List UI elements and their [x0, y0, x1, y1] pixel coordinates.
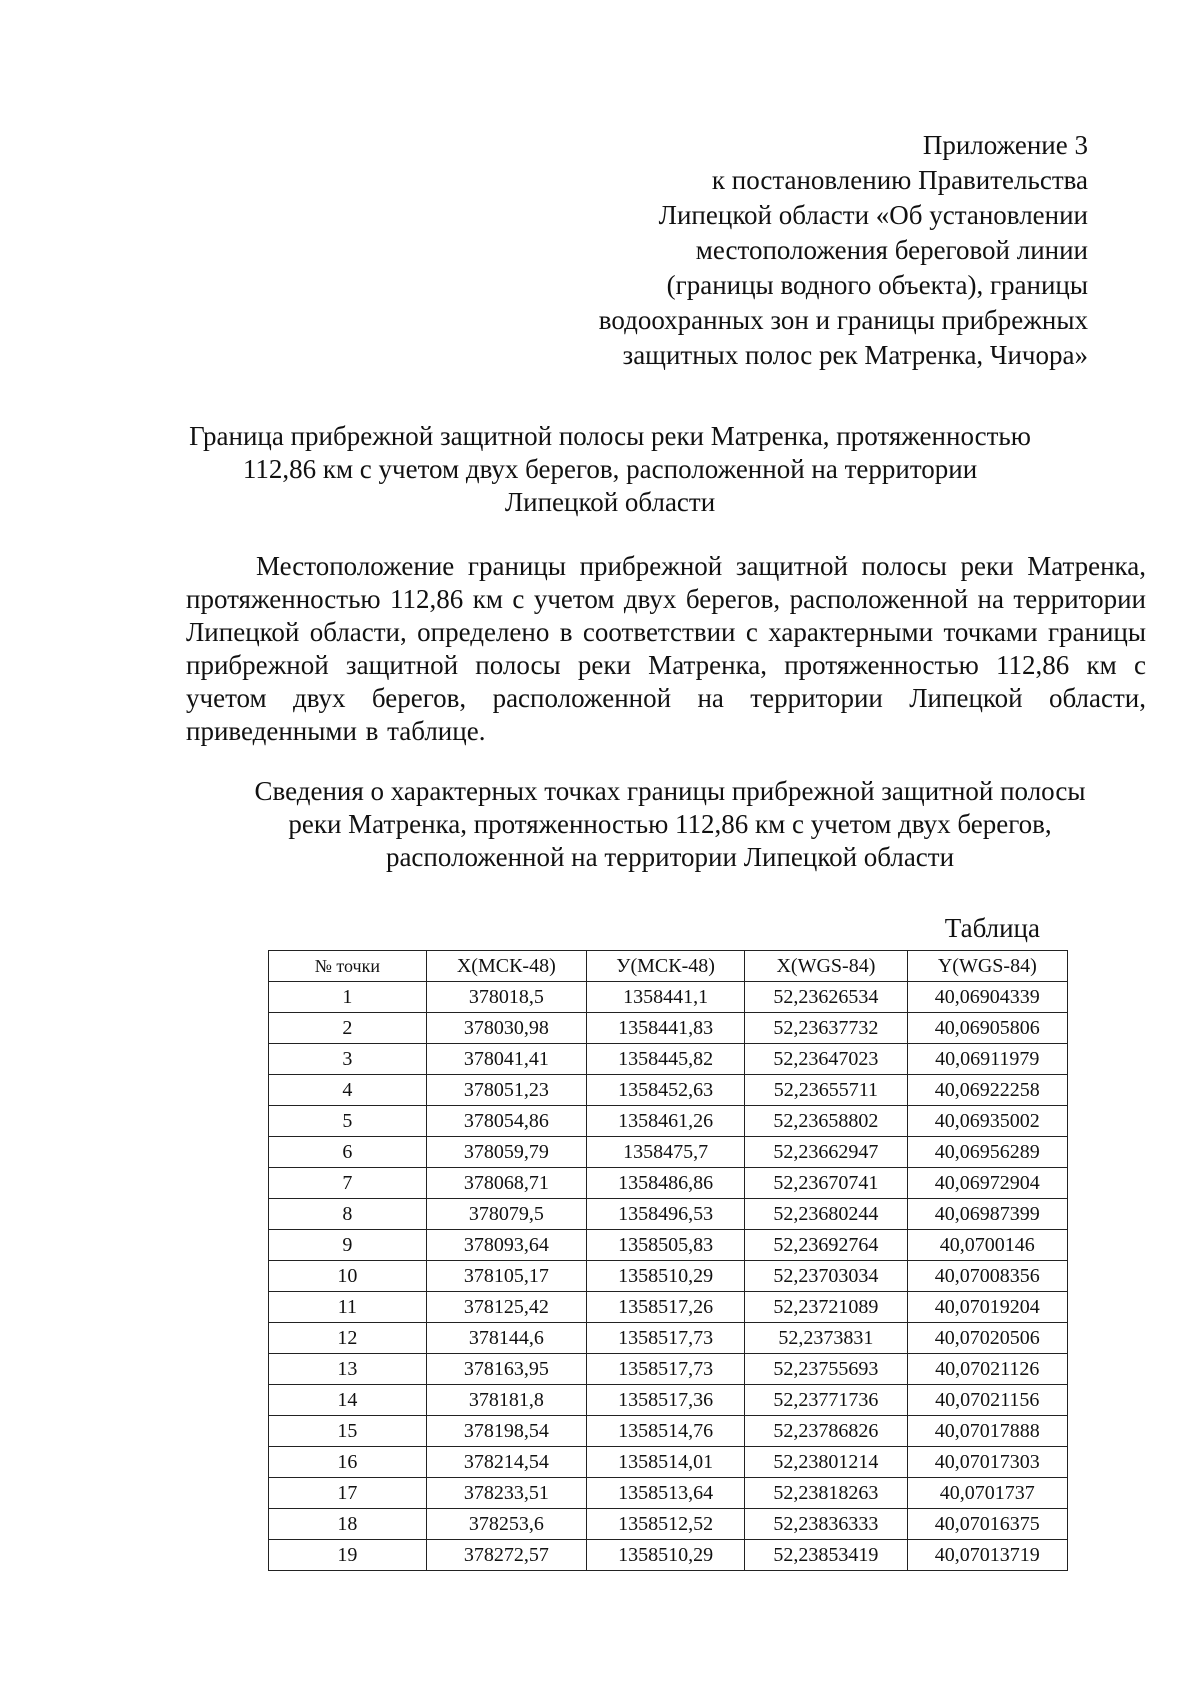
cell-y-msk48: 1358514,76	[586, 1416, 744, 1447]
cell-x-msk48: 378079,5	[426, 1199, 586, 1230]
table-row	[269, 1044, 1068, 1075]
cell-y-wgs84: 40,06987399	[907, 1199, 1067, 1230]
cell-x-wgs84: 52,23721089	[745, 1292, 907, 1323]
cell-point-number: 7	[269, 1168, 427, 1199]
cell-y-wgs84: 40,07020506	[907, 1323, 1067, 1354]
cell-y-wgs84: 40,07021126	[907, 1354, 1067, 1385]
heading-line: 112,86 км с учетом двух берегов, расположенной на территории	[242, 454, 978, 484]
appendix-line: водоохранных зон и границы прибрежных	[598, 305, 1088, 335]
cell-x-wgs84: 52,23662947	[745, 1137, 907, 1168]
cell-point-number: 6	[269, 1137, 427, 1168]
cell-x-msk48: 378253,6	[426, 1509, 586, 1540]
table-row	[269, 1292, 1068, 1323]
cell-point-number: 19	[269, 1540, 427, 1571]
appendix-line: Приложение 3	[922, 130, 1088, 160]
cell-x-msk48: 378059,79	[426, 1137, 586, 1168]
table-header-row	[269, 951, 1068, 982]
cell-x-wgs84: 52,23836333	[745, 1509, 907, 1540]
cell-y-wgs84: 40,06922258	[907, 1075, 1067, 1106]
cell-x-msk48: 378068,71	[426, 1168, 586, 1199]
table-title-line: Сведения о характерных точках границы прибрежной защитной полосы	[254, 776, 1086, 806]
table-title-line: расположенной на территории Липецкой области	[385, 842, 955, 872]
header-y-msk48: У(МСК-48)	[586, 951, 744, 982]
header-x-msk48: X(МСК-48)	[426, 951, 586, 982]
table-row	[269, 1075, 1068, 1106]
table-row	[269, 982, 1068, 1013]
table-row	[269, 1540, 1068, 1571]
cell-x-msk48: 378018,5	[426, 982, 586, 1013]
body-paragraph: Местоположение границы прибрежной защитной полосы реки Матренка, протяженностью 112,86 км с учетом двух берегов, расположенной на территории Липецкой области, определено в соответствии с характерными точками границы прибрежной защитной полосы реки Матренка, протяженностью 112,86 км с учетом двух берегов, расположенной на территории Липецкой области, приведенными в таблице.	[186, 551, 1146, 746]
table-row	[269, 1261, 1068, 1292]
cell-y-wgs84: 40,07013719	[907, 1540, 1067, 1571]
table-body	[269, 982, 1068, 1571]
cell-x-wgs84: 52,23853419	[745, 1540, 907, 1571]
cell-y-wgs84: 40,06911979	[907, 1044, 1067, 1075]
heading-line: Граница прибрежной защитной полосы реки Матренка, протяженностью	[189, 421, 1031, 451]
cell-y-msk48: 1358505,83	[586, 1230, 744, 1261]
cell-y-msk48: 1358517,73	[586, 1354, 744, 1385]
cell-point-number: 8	[269, 1199, 427, 1230]
cell-x-msk48: 378093,64	[426, 1230, 586, 1261]
cell-point-number: 12	[269, 1323, 427, 1354]
document-heading	[160, 420, 1060, 519]
appendix-block	[448, 128, 1088, 373]
table-title	[220, 775, 1120, 874]
cell-y-wgs84: 40,07016375	[907, 1509, 1067, 1540]
cell-x-msk48: 378272,57	[426, 1540, 586, 1571]
cell-x-msk48: 378041,41	[426, 1044, 586, 1075]
table-row	[269, 1137, 1068, 1168]
cell-y-msk48: 1358510,29	[586, 1261, 744, 1292]
table-row	[269, 1416, 1068, 1447]
cell-y-msk48: 1358514,01	[586, 1447, 744, 1478]
cell-x-msk48: 378181,8	[426, 1385, 586, 1416]
cell-point-number: 13	[269, 1354, 427, 1385]
cell-y-wgs84: 40,07017303	[907, 1447, 1067, 1478]
table-row	[269, 1354, 1068, 1385]
cell-x-wgs84: 52,23647023	[745, 1044, 907, 1075]
header-x-wgs84: X(WGS-84)	[745, 951, 907, 982]
appendix-line: Липецкой области «Об установлении	[658, 200, 1088, 230]
cell-x-wgs84: 52,23670741	[745, 1168, 907, 1199]
cell-point-number: 16	[269, 1447, 427, 1478]
cell-point-number: 1	[269, 982, 427, 1013]
cell-y-msk48: 1358517,73	[586, 1323, 744, 1354]
cell-x-msk48: 378144,6	[426, 1323, 586, 1354]
cell-x-wgs84: 52,2373831	[745, 1323, 907, 1354]
cell-x-wgs84: 52,23818263	[745, 1478, 907, 1509]
cell-y-wgs84: 40,06972904	[907, 1168, 1067, 1199]
cell-point-number: 5	[269, 1106, 427, 1137]
cell-y-msk48: 1358513,64	[586, 1478, 744, 1509]
cell-y-wgs84: 40,07008356	[907, 1261, 1067, 1292]
cell-point-number: 11	[269, 1292, 427, 1323]
cell-y-wgs84: 40,07017888	[907, 1416, 1067, 1447]
cell-y-wgs84: 40,0701737	[907, 1478, 1067, 1509]
cell-y-wgs84: 40,06904339	[907, 982, 1067, 1013]
table-row	[269, 1447, 1068, 1478]
cell-x-wgs84: 52,23655711	[745, 1075, 907, 1106]
cell-x-wgs84: 52,23786826	[745, 1416, 907, 1447]
header-point-number: № точки	[269, 951, 427, 982]
cell-y-wgs84: 40,06905806	[907, 1013, 1067, 1044]
cell-y-wgs84: 40,06935002	[907, 1106, 1067, 1137]
table-row	[269, 1168, 1068, 1199]
table-row	[269, 1230, 1068, 1261]
coordinates-table	[268, 950, 1068, 1571]
cell-x-msk48: 378030,98	[426, 1013, 586, 1044]
cell-point-number: 4	[269, 1075, 427, 1106]
table-row	[269, 1478, 1068, 1509]
cell-x-msk48: 378163,95	[426, 1354, 586, 1385]
table-row	[269, 1323, 1068, 1354]
cell-x-wgs84: 52,23692764	[745, 1230, 907, 1261]
cell-point-number: 3	[269, 1044, 427, 1075]
appendix-line: (границы водного объекта), границы	[666, 270, 1088, 300]
cell-point-number: 14	[269, 1385, 427, 1416]
cell-x-wgs84: 52,23680244	[745, 1199, 907, 1230]
cell-x-msk48: 378214,54	[426, 1447, 586, 1478]
cell-y-msk48: 1358517,36	[586, 1385, 744, 1416]
cell-point-number: 10	[269, 1261, 427, 1292]
cell-y-msk48: 1358452,63	[586, 1075, 744, 1106]
cell-x-wgs84: 52,23771736	[745, 1385, 907, 1416]
cell-x-msk48: 378105,17	[426, 1261, 586, 1292]
table-row	[269, 1199, 1068, 1230]
appendix-line: защитных полос рек Матренка, Чичора»	[622, 340, 1088, 370]
cell-x-msk48: 378233,51	[426, 1478, 586, 1509]
cell-y-msk48: 1358496,53	[586, 1199, 744, 1230]
cell-x-wgs84: 52,23801214	[745, 1447, 907, 1478]
table-label: Таблица	[944, 913, 1040, 943]
cell-y-msk48: 1358445,82	[586, 1044, 744, 1075]
cell-y-msk48: 1358486,86	[586, 1168, 744, 1199]
heading-line: Липецкой области	[504, 487, 716, 517]
cell-y-msk48: 1358461,26	[586, 1106, 744, 1137]
cell-y-wgs84: 40,06956289	[907, 1137, 1067, 1168]
cell-point-number: 2	[269, 1013, 427, 1044]
cell-y-msk48: 1358512,52	[586, 1509, 744, 1540]
cell-point-number: 17	[269, 1478, 427, 1509]
cell-x-wgs84: 52,23637732	[745, 1013, 907, 1044]
cell-x-msk48: 378054,86	[426, 1106, 586, 1137]
cell-point-number: 9	[269, 1230, 427, 1261]
cell-point-number: 15	[269, 1416, 427, 1447]
cell-y-msk48: 1358510,29	[586, 1540, 744, 1571]
cell-x-wgs84: 52,23626534	[745, 982, 907, 1013]
cell-y-wgs84: 40,07019204	[907, 1292, 1067, 1323]
cell-x-wgs84: 52,23755693	[745, 1354, 907, 1385]
table-title-line: реки Матренка, протяженностью 112,86 км с учетом двух берегов,	[288, 809, 1052, 839]
table-row	[269, 1106, 1068, 1137]
cell-y-msk48: 1358441,1	[586, 982, 744, 1013]
appendix-line: местоположения береговой линии	[695, 235, 1088, 265]
cell-y-wgs84: 40,07021156	[907, 1385, 1067, 1416]
table-row	[269, 1013, 1068, 1044]
cell-x-msk48: 378125,42	[426, 1292, 586, 1323]
cell-x-wgs84: 52,23703034	[745, 1261, 907, 1292]
cell-x-wgs84: 52,23658802	[745, 1106, 907, 1137]
cell-y-msk48: 1358517,26	[586, 1292, 744, 1323]
cell-point-number: 18	[269, 1509, 427, 1540]
table-row	[269, 1509, 1068, 1540]
table-row	[269, 1385, 1068, 1416]
cell-x-msk48: 378051,23	[426, 1075, 586, 1106]
appendix-line: к постановлению Правительства	[711, 165, 1088, 195]
cell-y-msk48: 1358475,7	[586, 1137, 744, 1168]
cell-y-msk48: 1358441,83	[586, 1013, 744, 1044]
header-y-wgs84: Y(WGS-84)	[907, 951, 1067, 982]
cell-x-msk48: 378198,54	[426, 1416, 586, 1447]
cell-y-wgs84: 40,0700146	[907, 1230, 1067, 1261]
